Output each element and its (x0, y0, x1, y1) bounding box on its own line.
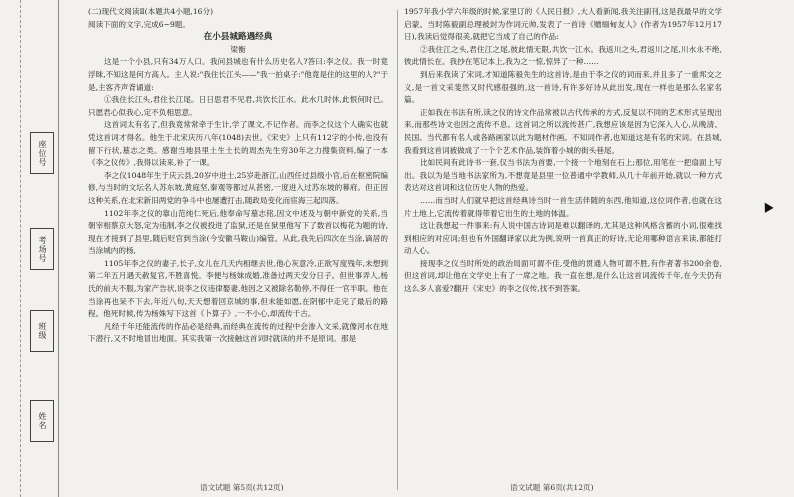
paragraph: 这是一个小县,只有34万人口。我问县城也有什么历史名人?答曰:李之仪。我一时竟浮昧,不知这是何方高人。主人说:"我住长江头——"我一拍桌子:"他竟是住的这里的人?"于是,主客齐声背诵道: (88, 57, 388, 92)
paragraph: ①我住长江头,君住长江尾。日日思君不见君,共饮长江水。此水几时休,此恨何时已。只愿君心似我心,定不负相思意。 (88, 95, 388, 117)
paragraph: 这让我想起一件事来:有人说中国古诗词是难以翻译的,尤其是这种风格含蓄的小词,很难找到相应的对应词;但也有外国翻译家以此为例,说明一首真正的好诗,无论用哪种语言来读,都能打动人心。 (404, 221, 722, 256)
page-footer-right: 语文试题 第6页(共12页) (510, 483, 594, 492)
paragraph: 1957年我小学六年级的时候,家里订的《人民日报》,大人看新闻,我关注副刊,这是我最早的文学启蒙。当时陈毅副总理被封为作词元帅,发表了一首诗《赠缅甸友人》(作者为1957年12月17日),我读后觉得很美,就把它当成了自己的作品: (404, 7, 722, 42)
paragraph: 比如民间有此诗书一套,仅当书法为首要,一个接一个地刻在石上;那位,用笔在一把扇面上写出。我以为是当地书法家所为,不想竟是县里一位普通中学教师,从几十年前开始,就以一种方式表达对这首词和这位历史人物的热爱。 (404, 158, 722, 193)
left-column (88, 6, 388, 346)
paragraph: 1105年李之仪的妻子,长子,女儿在几天内相继去世,他心灰意冷,正欲写度残年,未想到第二年五月遇天赦复官,不胜喜悦。李便与杨妹成婚,准备过两天安分日子。但世事弄人,杨氏的前夫不服,为家产告状,说李之仪违律娶妻,他因之又被除名勒停,不得任一官半职。他在当涂再也呆不下去,年近八旬,天天想着回京城的事,但未能如愿,在阴郁中走完了最后的路程。他死时候,传为杨姝写下这首《卜算子》,一不小心,却流传千古。 (88, 258, 388, 319)
exam-room-label: 考场号 (38, 235, 47, 263)
seat-number-box[interactable] (30, 132, 54, 174)
article-title: 在小县城路遇经典 (203, 32, 273, 43)
name-box[interactable] (30, 400, 54, 442)
paragraph: 这首词太有名了,但我竟常常牵于生计,学了课文,不记作者。而李之仪这个人确实也就凭这首词才得名。他生于北宋庆历八年(1048)去世。《宋史》上只有112字的小传,也没有留下行状,墓志之类。感谢当地县里土生土长的周杰先生穷30年之力搜集资料,编了一本《李之仪传》,我得以读来,补了一课。 (88, 120, 388, 168)
column-divider (397, 10, 398, 490)
paragraph: 接现李之仪当时所处的政治局面可谓不佳,受他的贯通人物可谓不胜,有作者著书200余卷,但这首词,却让他在文学史上有了一席之地。我一直在想,是什么让这首词流传千年,在今天仍有这么多人喜爱?翻开《宋史》的李之仪传,找不到答案。 (404, 258, 722, 294)
page-footer-left: 语文试题 第5页(共12页) (200, 483, 284, 492)
paragraph: 凡经千年还能流传的作品必是经典,而经典在流传的过程中会渗入文采,就像河水在地下潜行,又不时地冒出地面。其实我第一次接触这首词时就读的并不是原词。那是 (88, 321, 388, 344)
instruction: 阅读下面的文字,完成6~9题。 (88, 19, 190, 29)
class-box[interactable] (30, 310, 54, 352)
paragraph: 李之仪1048年生于庆云县,20岁中进士,25岁赴浙江,山西任过县级小官,后在枢密院编修,与当时的文坛名人苏东坡,黄庭坚,秦观等都过从甚密,一度进入过苏东坡的幕府。但正因这种关系,在北宋新旧两党的争斗中也屡遭打击,随政局变化而宦海三起四落。 (88, 170, 388, 205)
paragraph: 正如我在书法有所,读之仪的诗文作品常被以古代传承的方式,反复以不同的艺术形式呈现出来,而那些诗文也因之流传不息。这首词之所以流传甚广,我想应该是因为它深入人心,从晚清、民国、当代都有名人或各路画家以此为题材作画。不知词作者,也知道这是有名的宋词。在县城,我看到这首词被做成了一个个艺术作品,装饰着小城的街头巷尾。 (404, 107, 722, 155)
article-author: 梁衡 (230, 44, 246, 54)
seat-number-label: 座位号 (38, 139, 47, 167)
class-label: 班级 (38, 322, 47, 340)
mouse-cursor-icon (760, 200, 773, 213)
paragraph: 1102年李之仪的靠山范纯仁死后,他奉命写墓志铭,因文中述及与朝中新党的关系,当朝宰相蔡京大怒,定为违制,李之仪被投进了监狱,还是在狱里他写下了数首以梅花为题的诗,现在才接到了县里,随后贬官到当涂(今安徽马鞍山)编管。从此,我先后四次在当涂,谪居的当涂城内的杨, (88, 208, 388, 256)
paragraph: 到后来我读了宋词,才知道陈毅先生的这首诗,是由于李之仪的词而来,并且多了一重邦交之义,是一首文采斐然又时代感很强的,这一首诗,有许多好诗从此出发,现在一样也是那么名家名篇。 (404, 69, 722, 105)
exam-room-box[interactable] (30, 228, 54, 270)
paragraph: ……而当时人们就早把这首经典诗当时一首生活伴随的东西,他知道,这位词作者,也就在这片土地上,它流传着就得带着它出生的土地的体温。 (404, 195, 722, 218)
paragraph: ②我住江之头,君住江之尾,彼此情无限,共饮一江水。我返川之头,君返川之尾,川水永不绝,彼此情长在。我抄在笔记本上,我为之一惊,惊异了一种…… (404, 44, 722, 67)
name-label: 姓名 (38, 412, 47, 430)
section-heading: (二)现代文阅读Ⅱ(本题共4小题,16分) (88, 7, 214, 16)
right-column (404, 6, 722, 296)
cut-line (20, 0, 21, 497)
